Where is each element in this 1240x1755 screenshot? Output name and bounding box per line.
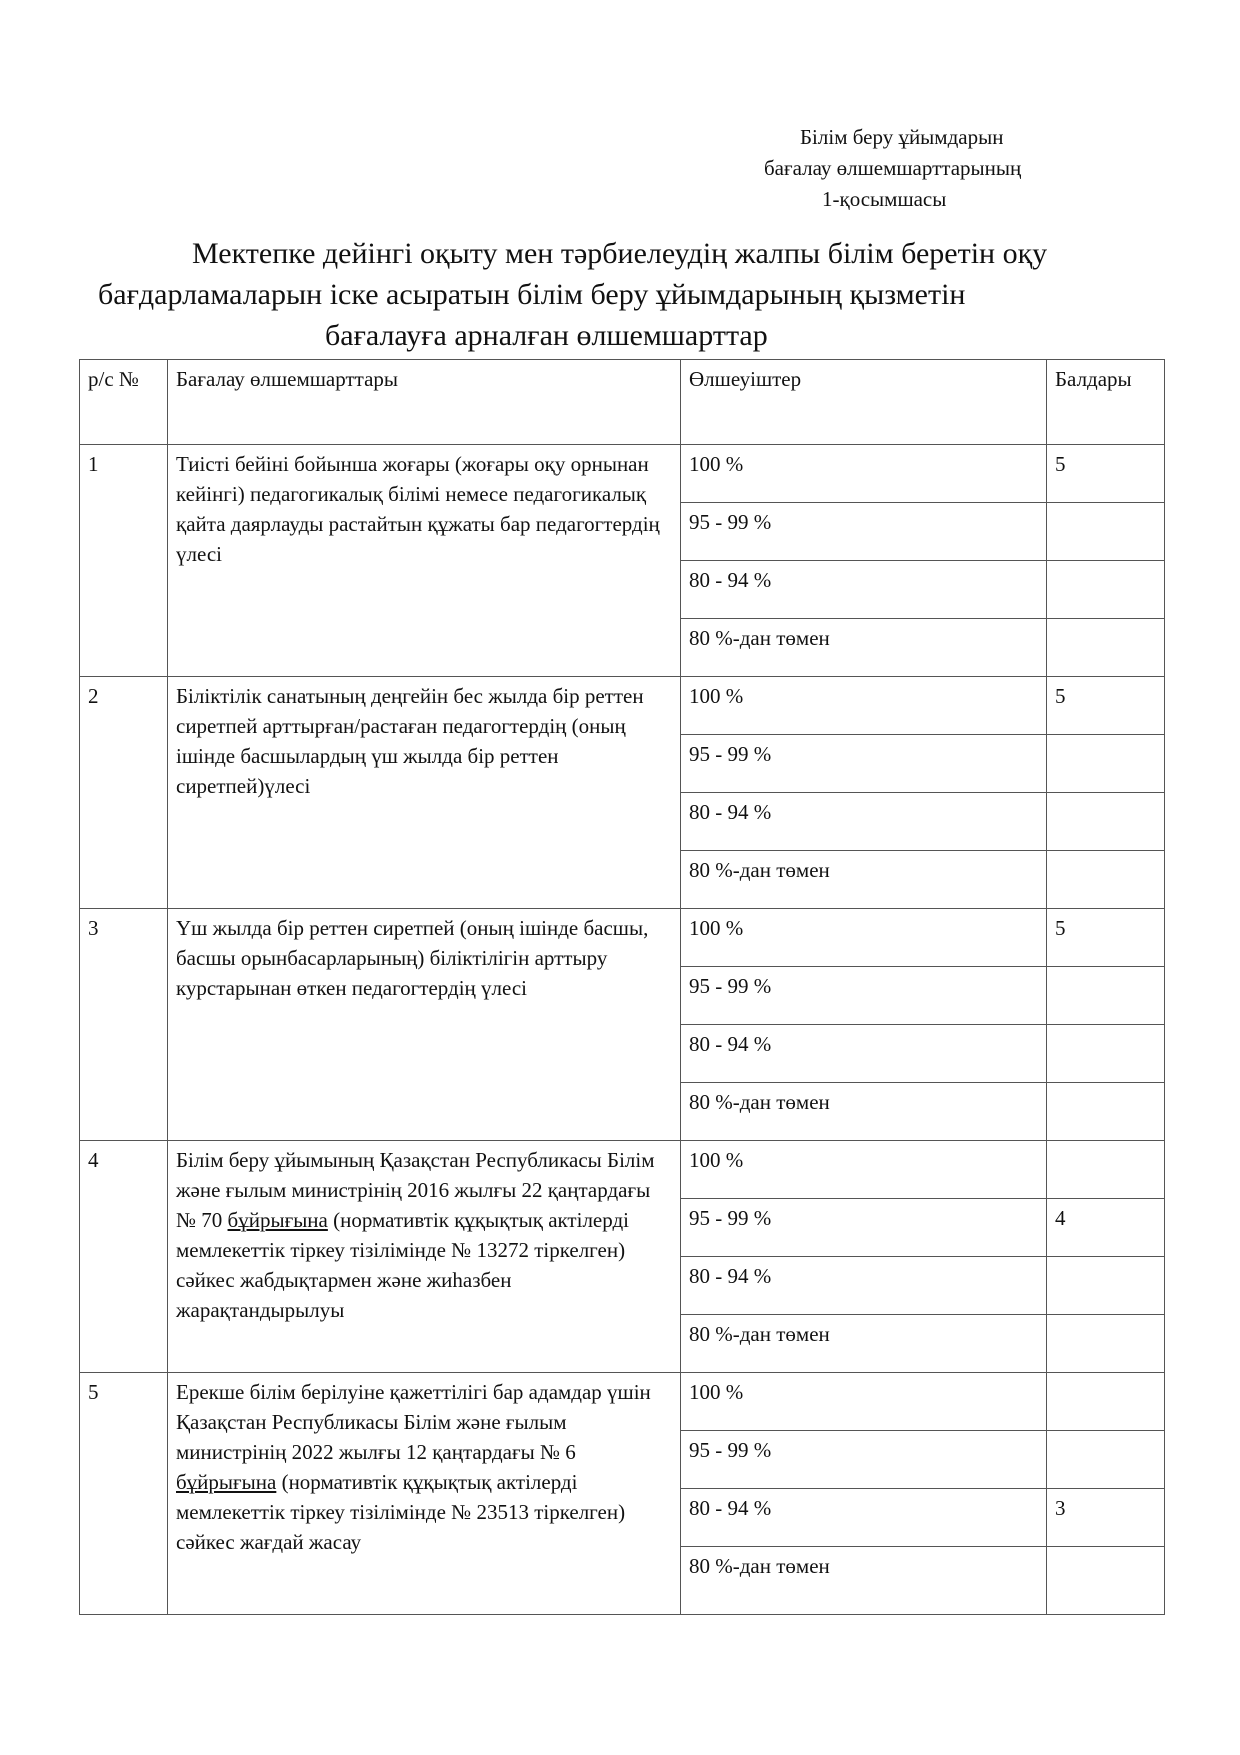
title-line: Мектепке дейінгі оқыту мен тәрбиелеудің жалпы білім беретін оқу — [192, 237, 1048, 270]
indicator-cell: 100 % — [681, 1373, 1047, 1431]
table-row — [80, 445, 1165, 503]
criterion-text-part: Ерекше білім берілуіне қажеттілігі бар адамдар үшін Қазақстан Республикасы Білім және ғылым министрінің 2022 жылғы 12 қаңтардағы № 6 — [176, 1380, 651, 1464]
indicator-cell: 80 %-дан төмен — [681, 619, 1047, 677]
points-cell: 5 — [1047, 909, 1165, 967]
points-cell — [1047, 503, 1165, 561]
criterion-text-part: Білім беру ұйымының Қазақстан Республикасы Білім және ғылым министрінің 2016 жылғы 22 қаңтардағы № 70 — [176, 1148, 655, 1232]
points-cell — [1047, 1547, 1165, 1615]
criterion-text: Біліктілік санатының деңгейін бес жылда бір реттен сиретпей арттырған/растаған педагогтердің (оның ішінде басшылардың үш жылда бір реттен сиретпей)үлесі — [168, 677, 681, 909]
criteria-table — [79, 359, 1165, 1615]
points-cell: 5 — [1047, 677, 1165, 735]
row-number: 2 — [80, 677, 168, 909]
indicator-cell: 80 - 94 % — [681, 1489, 1047, 1547]
table-header-row — [80, 360, 1165, 445]
indicator-cell: 80 %-дан төмен — [681, 1083, 1047, 1141]
points-cell: 3 — [1047, 1489, 1165, 1547]
indicator-cell: 95 - 99 % — [681, 1431, 1047, 1489]
criterion-text-part: (нормативтік құқықтық актілерді мемлекеттік тіркеу тізілімінде № 23513 тіркелген) сәйкес жағдай жасау — [176, 1470, 626, 1554]
document-title — [80, 233, 1165, 356]
header-points: Балдары — [1047, 360, 1165, 445]
title-line: бағалауға арналған өлшемшарттар — [325, 319, 768, 352]
points-cell — [1047, 793, 1165, 851]
row-number: 3 — [80, 909, 168, 1141]
points-cell — [1047, 1373, 1165, 1431]
points-cell — [1047, 1141, 1165, 1199]
appendix-note-line: 1-қосымшасы — [822, 187, 947, 211]
criterion-text: Үш жылда бір реттен сиретпей (оның ішінде басшы, басшы орынбасарларының) біліктілігін арттыру курстарынан өткен педагогтердің үлесі — [168, 909, 681, 1141]
points-cell — [1047, 967, 1165, 1025]
title-line: бағдарламаларын іске асыратын білім беру ұйымдарының қызметін — [98, 278, 966, 311]
points-cell: 4 — [1047, 1199, 1165, 1257]
criterion-text — [168, 1141, 681, 1373]
points-cell — [1047, 735, 1165, 793]
indicator-cell: 80 - 94 % — [681, 1025, 1047, 1083]
indicator-cell: 100 % — [681, 445, 1047, 503]
indicator-cell: 80 %-дан төмен — [681, 1547, 1047, 1615]
table-row — [80, 677, 1165, 735]
criterion-text: Тиісті бейіні бойынша жоғары (жоғары оқу орнынан кейінгі) педагогикалық білімі немесе педагогикалық қайта даярлауды растайтын құжаты бар педагогтердің үлесі — [168, 445, 681, 677]
criterion-text — [168, 1373, 681, 1615]
indicator-cell: 95 - 99 % — [681, 967, 1047, 1025]
indicator-cell: 100 % — [681, 1141, 1047, 1199]
row-number: 1 — [80, 445, 168, 677]
indicator-cell: 100 % — [681, 677, 1047, 735]
row-number: 5 — [80, 1373, 168, 1615]
points-cell — [1047, 1315, 1165, 1373]
points-cell: 5 — [1047, 445, 1165, 503]
points-cell — [1047, 1257, 1165, 1315]
criterion-text-part: (нормативтік құқықтық актілерді мемлекеттік тіркеу тізілімінде № 13272 тіркелген) сәйкес жабдықтармен және жиһазбен жарақтандырылуы — [176, 1208, 629, 1322]
appendix-note — [740, 122, 1140, 215]
appendix-note-line: бағалау өлшемшарттарының — [764, 156, 1022, 180]
table-row — [80, 909, 1165, 967]
points-cell — [1047, 1083, 1165, 1141]
table-row — [80, 1373, 1165, 1431]
appendix-note-line: Білім беру ұйымдарын — [800, 125, 1004, 149]
points-cell — [1047, 1431, 1165, 1489]
order-link[interactable]: бұйрығына — [176, 1470, 277, 1494]
points-cell — [1047, 619, 1165, 677]
indicator-cell: 95 - 99 % — [681, 1199, 1047, 1257]
indicator-cell: 80 - 94 % — [681, 1257, 1047, 1315]
points-cell — [1047, 1025, 1165, 1083]
header-num: р/с № — [80, 360, 168, 445]
indicator-cell: 95 - 99 % — [681, 503, 1047, 561]
indicator-cell: 80 %-дан төмен — [681, 851, 1047, 909]
order-link[interactable]: бұйрығына — [227, 1208, 328, 1232]
indicator-cell: 80 %-дан төмен — [681, 1315, 1047, 1373]
indicator-cell: 80 - 94 % — [681, 561, 1047, 619]
table-row — [80, 1141, 1165, 1199]
indicator-cell: 100 % — [681, 909, 1047, 967]
points-cell — [1047, 851, 1165, 909]
indicator-cell: 95 - 99 % — [681, 735, 1047, 793]
points-cell — [1047, 561, 1165, 619]
header-criteria: Бағалау өлшемшарттары — [168, 360, 681, 445]
header-indicators: Өлшеуіштер — [681, 360, 1047, 445]
indicator-cell: 80 - 94 % — [681, 793, 1047, 851]
row-number: 4 — [80, 1141, 168, 1373]
